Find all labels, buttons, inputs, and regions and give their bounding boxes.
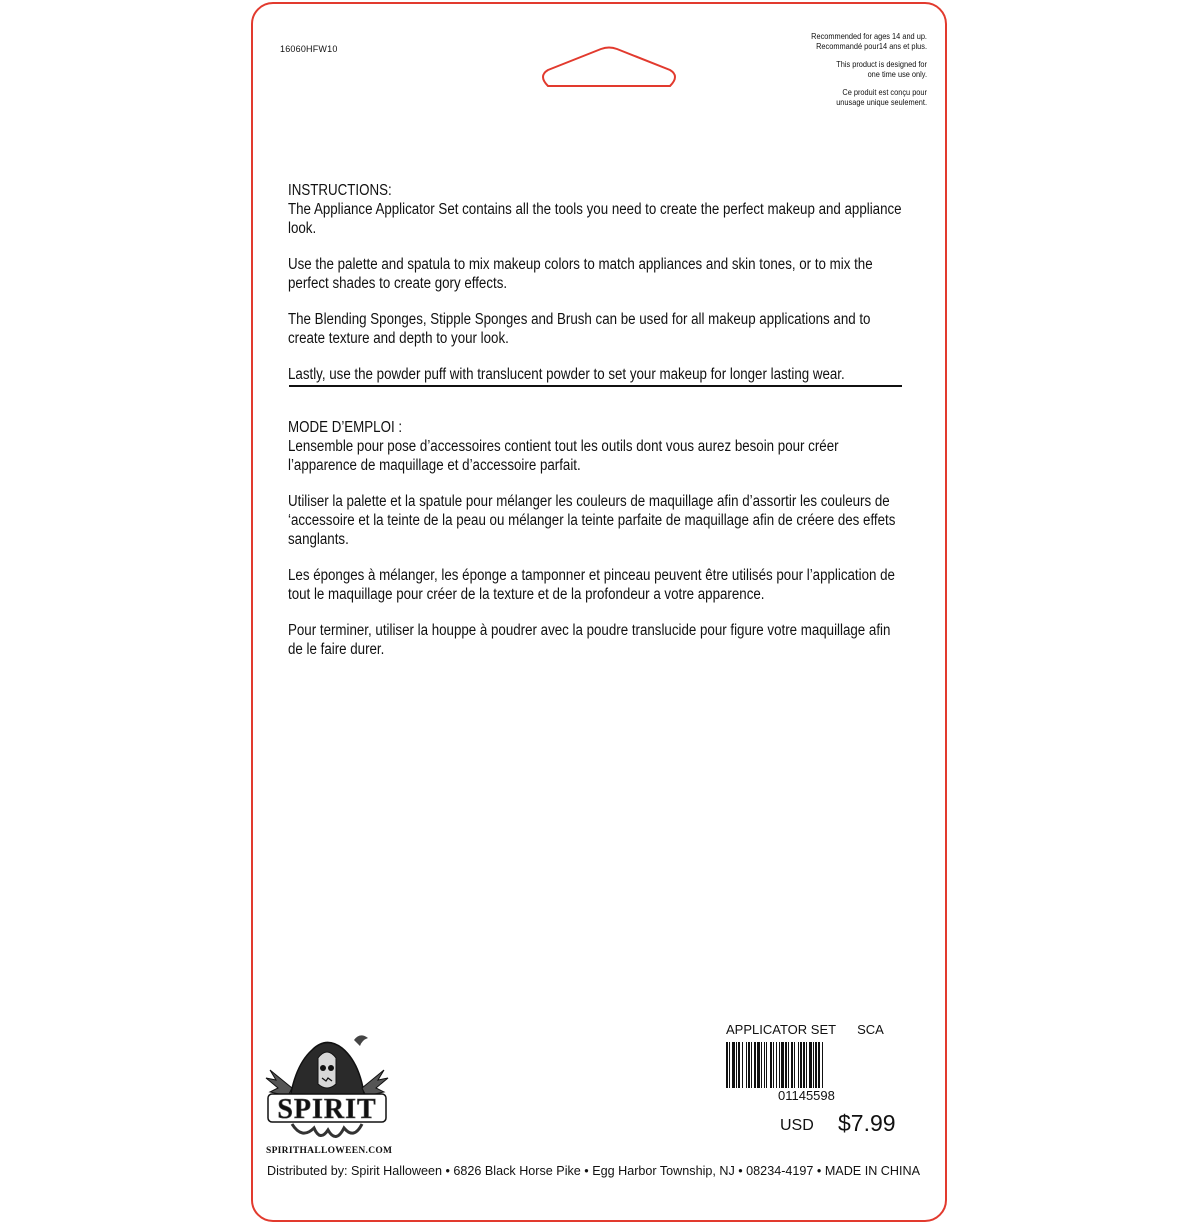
price-tag-title — [726, 1022, 884, 1037]
mode-emploi-heading: MODE D’EMPLOI : — [288, 419, 403, 436]
mode-emploi-section — [288, 418, 907, 676]
age-warning — [738, 31, 927, 115]
single-use-fr-2: unusage unique seulement. — [836, 97, 927, 107]
currency-label: USD — [780, 1117, 814, 1134]
hang-tab-hole — [538, 46, 680, 90]
upc-number: 01145598 — [778, 1088, 835, 1103]
instructions-heading: INSTRUCTIONS: — [288, 182, 392, 199]
website-link: SPIRITHALLOWEEN.COM — [266, 1146, 393, 1156]
barcode — [726, 1042, 896, 1088]
spirit-halloween-logo — [262, 1028, 392, 1146]
instructions-paragraph-1: The Appliance Applicator Set contains all the tools you need to create the perfect makeup and appliance look. — [288, 201, 902, 237]
age-en: Recommended for ages 14 and up. — [811, 31, 927, 41]
product-name: APPLICATOR SET — [726, 1022, 837, 1037]
section-divider — [289, 385, 902, 387]
mode-emploi-paragraph-2: Utiliser la palette et la spatule pour mélanger les couleurs de maquillage afin d’assortir les couleurs de ‘accessoire et la teinte de la peau ou mélanger la teinte parfaite de maquillage afin de créere des effets sanglants. — [288, 493, 896, 548]
product-code: SCA — [857, 1022, 884, 1037]
distributor-line: Distributed by: Spirit Halloween • 6826 Black Horse Pike • Egg Harbor Township, NJ • 08234-4197 • MADE IN CHINA — [267, 1164, 920, 1178]
price-value: $7.99 — [838, 1110, 896, 1136]
instructions-paragraph-3: The Blending Sponges, Stipple Sponges and Brush can be used for all makeup applications and to create texture and depth to your look. — [288, 311, 871, 347]
instructions-paragraph-4: Lastly, use the powder puff with translucent powder to set your makeup for longer lasting wear. — [288, 366, 845, 383]
sku-code: 16060HFW10 — [280, 44, 338, 54]
logo-wordmark: SPIRIT — [277, 1094, 377, 1125]
age-fr: Recommandé pour14 ans et plus. — [816, 41, 927, 51]
single-use-fr-1: Ce produit est conçu pour — [842, 87, 927, 97]
single-use-en-2: one time use only. — [867, 69, 927, 79]
instructions-paragraph-2: Use the palette and spatula to mix makeup colors to match appliances and skin tones, or to mix the perfect shades to create gory effects. — [288, 256, 873, 292]
single-use-en-1: This product is designed for — [836, 59, 927, 69]
instructions-section — [288, 181, 907, 401]
mode-emploi-paragraph-1: Lensemble pour pose d’accessoires contient tout les outils dont vous aurez besoin pour créer l’apparence de maquillage et d’accessoire parfait. — [288, 438, 839, 474]
mode-emploi-paragraph-3: Les éponges à mélanger, les éponge a tamponner et pinceau peuvent être utilisés pour l’application de tout le maquillage pour créer de la texture et de la profondeur a votre apparence. — [288, 567, 895, 603]
mode-emploi-paragraph-4: Pour terminer, utiliser la houppe à poudrer avec la poudre translucide pour figure votre maquillage afin de le faire durer. — [288, 622, 891, 658]
